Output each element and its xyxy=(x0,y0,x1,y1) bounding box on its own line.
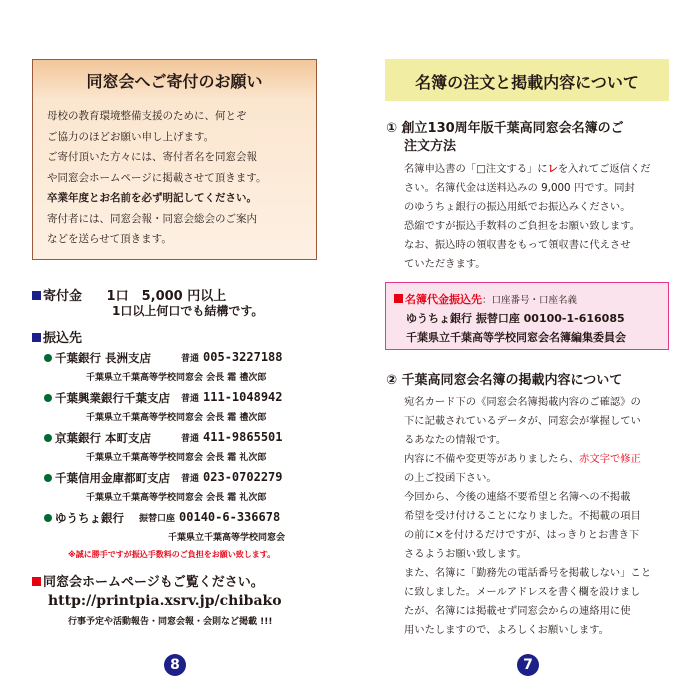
account-holder: 千葉県立千葉高等学校同窓会 会長 霜 禮次郎 xyxy=(86,413,267,423)
bank-name: 千葉興業銀行千葉支店 xyxy=(55,391,170,405)
bank-name: 京葉銀行 本町支店 xyxy=(55,431,152,445)
bank-list xyxy=(44,350,314,548)
section1-body xyxy=(404,160,651,274)
request-line: や同窓会ホームページに掲載させて頂きます。 xyxy=(47,171,267,184)
body-line: なお、振込時の領収書をもって領収書に代えさせ xyxy=(404,239,631,251)
body-line: さるようお願い致します。 xyxy=(404,548,527,560)
blue-square-icon xyxy=(32,333,41,342)
bank-name: ゆうちょ銀行 xyxy=(55,511,124,525)
account-type: 普通 xyxy=(181,354,200,364)
green-dot-icon xyxy=(44,354,52,362)
bank-entry xyxy=(44,470,314,510)
bank-entry xyxy=(44,390,314,430)
body-line: に致しました。メールアドレスを書く欄を設けまし xyxy=(404,586,641,598)
request-line: ご寄付頂いた方々には、寄付者名を同窓会報 xyxy=(47,151,257,163)
page-number-left: 8 xyxy=(164,654,186,676)
green-dot-icon xyxy=(44,514,52,522)
body-line: の上ご投函下さい。 xyxy=(404,472,497,484)
body-line: 下に記載されているデータが、同窓会が掌握してい xyxy=(404,415,641,427)
donation-request-box xyxy=(32,59,317,260)
order-header xyxy=(385,59,669,101)
account-holder: 千葉県立千葉高等学校同窓会 会長 霜 禮次郎 xyxy=(86,373,267,383)
donation-request-title: 同窓会へご寄付のお願い xyxy=(86,72,263,91)
red-correction-text: 赤文字で修正 xyxy=(579,453,641,465)
request-line: 母校の教育環境整備支援のために、何とぞ xyxy=(47,110,247,122)
section1-heading-line1: ① 創立130周年版千葉高同窓会名簿のご xyxy=(386,121,624,136)
homepage-heading xyxy=(32,571,264,590)
account-number: 00140-6-336678 xyxy=(179,510,281,524)
account-type: 普通 xyxy=(181,434,200,444)
order-header-title: 名簿の注文と掲載内容について xyxy=(415,73,639,92)
homepage-url[interactable]: http://printpia.xsrv.jp/chibako xyxy=(48,593,282,609)
bank-entry xyxy=(44,510,314,548)
section1-heading-line2: 注文方法 xyxy=(404,139,457,154)
request-line: 寄付者には、同窓会報・同窓会総会のご案内 xyxy=(47,212,257,225)
body-line: の前に×を付けるだけですが、はっきりとお書き下 xyxy=(404,529,640,541)
donation-note: 1口以上何口でも結構です。 xyxy=(112,304,264,318)
body-line: 恐縮ですが振込手数料のご負担をお願い致します。 xyxy=(404,220,641,232)
homepage-desc: 行事予定や活動報告・同窓会報・会則など掲載 !!! xyxy=(68,617,273,627)
account-number: 111-1048942 xyxy=(203,390,283,404)
account-type: 振替口座 xyxy=(139,514,176,524)
bank-name: 千葉信用金庫都町支店 xyxy=(55,471,170,485)
check-mark: レ xyxy=(547,163,558,175)
body-line: 宛名カード下の《同窓会名簿掲載内容のご確認》の xyxy=(404,396,641,408)
bank-name: 千葉銀行 長洲支店 xyxy=(55,351,152,365)
bank-entry xyxy=(44,430,314,470)
account-holder: 千葉県立千葉高等学校同窓会 xyxy=(168,533,286,543)
donation-amount: 1口 5,000 円以上 xyxy=(106,289,227,304)
body-line: さい。名簿代金は送料込みの 9,000 円です。同封 xyxy=(404,182,635,194)
body-line: たが、名簿には掲載せず同窓会からの連絡用に使 xyxy=(404,605,631,617)
account-holder: 千葉県立千葉高等学校同窓会 会長 霜 礼次郎 xyxy=(86,493,267,503)
donation-label: 寄付金 xyxy=(43,289,83,304)
body-line: また、名簿に「勤務先の電話番号を掲載しない」こと xyxy=(404,567,652,579)
body-line: 用いたしますので、よろしくお願いします。 xyxy=(404,624,609,636)
blue-square-icon xyxy=(32,291,41,300)
transfer-label: 振込先 xyxy=(43,331,83,346)
account-number: 023-0702279 xyxy=(203,470,283,484)
account-number: 411-9865501 xyxy=(203,430,283,444)
donation-request-body xyxy=(47,106,309,250)
account-type: 普通 xyxy=(181,394,200,404)
account-number: 005-3227188 xyxy=(203,350,283,364)
transfer-heading xyxy=(32,327,82,346)
section2-body xyxy=(404,393,651,640)
homepage-label: 同窓会ホームページもご覧ください。 xyxy=(43,575,264,590)
fee-note: ※誠に勝手ですが振込手数料のご負担をお願い致します。 xyxy=(68,550,276,559)
body-line: 今回から、今後の連絡不要希望と名簿への不掲載 xyxy=(404,491,631,503)
green-dot-icon xyxy=(44,394,52,402)
payment-destination-box xyxy=(385,282,669,350)
page-number-right: 7 xyxy=(517,654,539,676)
body-line: のゆうちょ銀行の振込用紙でお振込みください。 xyxy=(404,201,631,213)
green-dot-icon xyxy=(44,474,52,482)
green-dot-icon xyxy=(44,434,52,442)
red-square-icon xyxy=(394,294,403,303)
payment-destination-label: 名簿代金振込先：口座番号・口座名義 xyxy=(394,291,577,307)
body-line: ていただきます。 xyxy=(404,258,486,270)
request-line: 卒業年度とお名前を必ず明記してください。 xyxy=(47,192,257,204)
body-line: るあなたの情報です。 xyxy=(404,434,507,446)
account-holder: 千葉県立千葉高等学校同窓会 会長 霜 礼次郎 xyxy=(86,453,267,463)
body-line: 内容に不備や変更等がありましたら、赤文字で修正 xyxy=(404,453,641,465)
request-line: などを送らせて頂きます。 xyxy=(47,233,172,245)
request-line: ご協力のほどお願い申し上げます。 xyxy=(47,130,215,143)
payment-account-line: ゆうちょ銀行 振替口座 00100-1-616085 xyxy=(406,312,625,325)
section2-heading: ② 千葉高同窓会名簿の掲載内容について xyxy=(386,373,623,388)
account-type: 普通 xyxy=(181,474,200,484)
body-line: 希望を受け付けることになりました。不掲載の項目 xyxy=(404,510,641,522)
body-line: 名簿申込書の「□注文する」にレを入れてご返信くだ xyxy=(404,163,651,175)
bank-entry xyxy=(44,350,314,390)
payment-holder-line: 千葉県立千葉高等学校同窓会名簿編集委員会 xyxy=(406,331,626,344)
red-square-icon xyxy=(32,577,41,586)
